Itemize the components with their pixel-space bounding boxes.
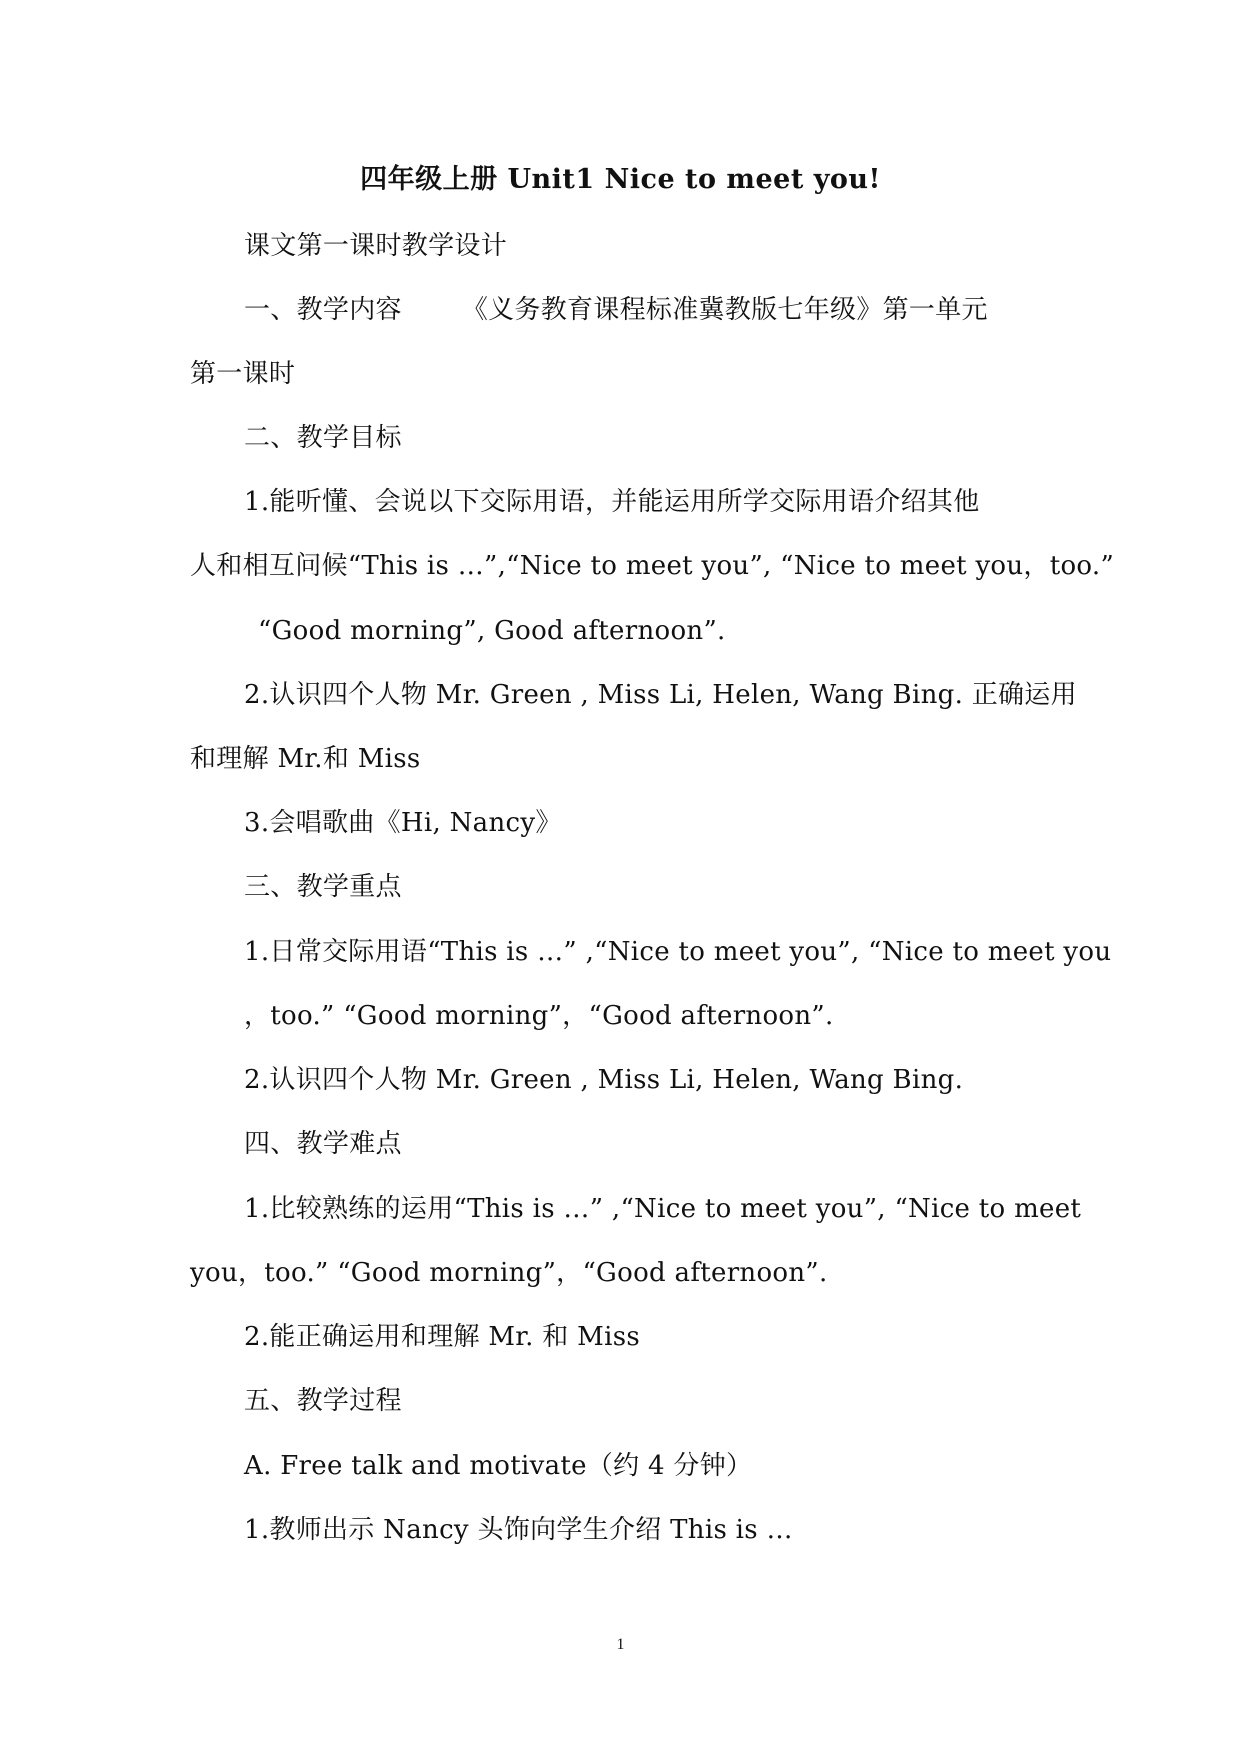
paragraph-line: 2.认识四个人物 Mr. Green , Miss Li, Helen, Wang Bing. [244,1065,964,1095]
paragraph-line: 2.能正确运用和理解 Mr. 和 Miss [244,1322,640,1352]
paragraph-line: 人和相互问候“This is …”,“Nice to meet you”, “Nice to meet you，too.” [190,551,1115,581]
paragraph-line: “Good morning”, Good afternoon”. [258,616,726,646]
paragraph-text: 《义务教育课程标准冀教版七年级》第一单元 [461,295,988,325]
section-heading: 一、教学内容 [244,295,402,325]
paragraph-line: 1.能听懂、会说以下交际用语，并能运用所学交际用语介绍其他 [244,487,980,517]
paragraph-line: A. Free talk and motivate（约 4 分钟） [244,1451,753,1481]
paragraph-line: 课文第一课时教学设计 [244,231,508,261]
paragraph-line: 3.会唱歌曲《Hi, Nancy》 [244,808,562,838]
section-heading: 二、教学目标 [244,423,402,453]
document-title: 四年级上册 Unit1 Nice to meet you! [360,164,881,195]
paragraph-line: you，too.” “Good morning”，“Good afternoon”. [190,1258,828,1288]
paragraph-line: 1.比较熟练的运用“This is …” ,“Nice to meet you”, “Nice to meet [244,1194,1082,1224]
section-heading-content [244,293,988,327]
paragraph-line: 和理解 Mr.和 Miss [190,744,421,774]
paragraph-line: 2.认识四个人物 Mr. Green , Miss Li, Helen, Wang Bing. 正确运用 [244,680,1077,710]
paragraph-line: ，too.” “Good morning”，“Good afternoon”. [244,1001,834,1031]
section-heading: 三、教学重点 [244,872,402,902]
page-number: 1 [616,1636,625,1653]
paragraph-line: 1.教师出示 Nancy 头饰向学生介绍 This is … [244,1515,793,1545]
section-heading: 四、教学难点 [244,1129,402,1159]
paragraph-line: 第一课时 [190,359,296,389]
section-heading: 五、教学过程 [244,1386,402,1416]
paragraph-line: 1.日常交际用语“This is …” ,“Nice to meet you”, “Nice to meet you [244,937,1112,967]
